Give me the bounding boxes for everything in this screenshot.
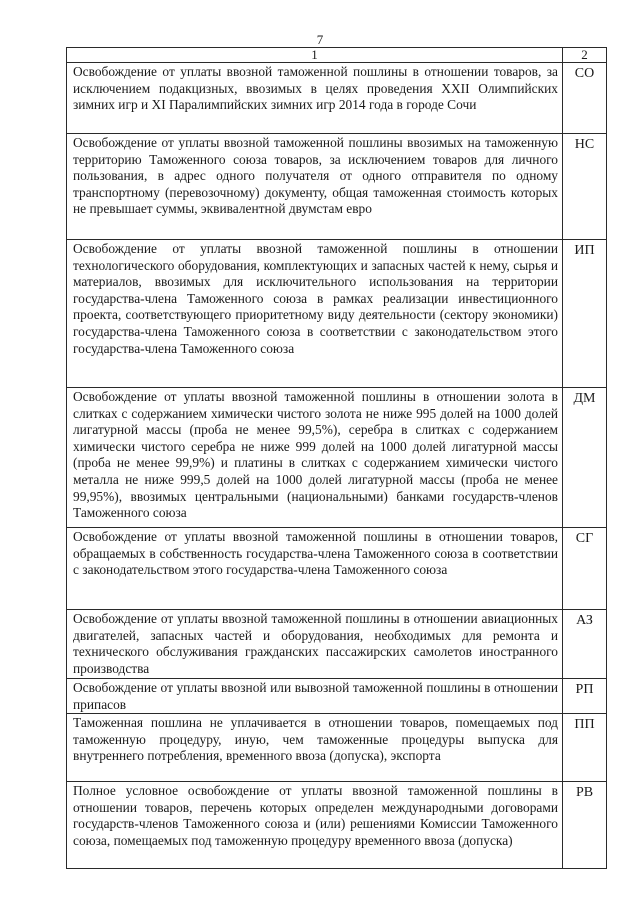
customs-benefit-codes-table (66, 47, 607, 869)
table-row (67, 63, 607, 134)
row-code: ПП (563, 714, 607, 782)
table-row (67, 240, 607, 388)
row-description: Освобождение от уплаты ввозной таможенной пошлины ввозимых на таможенную территорию Таможенного союза товаров, за исключением товаров для личного пользования, в адрес одного получателя от одного отправителя по одному транспортному (перевозочному) документу, общая таможенная стоимость которых не превышает суммы, эквивалентной двумстам евро (67, 134, 563, 240)
row-description: Освобождение от уплаты ввозной таможенной пошлины в отношении авиационных двигателей, запасных частей и оборудования, необходимых для ремонта и технического обслуживания гражданских пассажирских самолетов иностранного производства (67, 610, 563, 679)
table-row (67, 388, 607, 528)
row-description: Полное условное освобождение от уплаты ввозной таможенной пошлины в отношении товаров, перечень которых определен международными договорами государств-членов Таможенного союза и (или) решениями Комиссии Таможенного союза, помещаемых под таможенную процедуру временного ввоза (допуска) (67, 782, 563, 869)
table-row (67, 134, 607, 240)
row-description: Таможенная пошлина не уплачивается в отношении товаров, помещаемых под таможенную процедуру, иную, чем таможенные процедуры выпуска для внутреннего потребления, временного ввоза (допуска), экспорта (67, 714, 563, 782)
row-code: РП (563, 679, 607, 714)
row-description: Освобождение от уплаты ввозной таможенной пошлины в отношении золота в слитках с содержанием химически чистого золота не ниже 995 долей на 1000 долей лигатурной массы (проба не менее 99,5%), серебра в слитках с содержанием химически чистого серебра не ниже 999 долей на 1000 долей лигатурной массы (проба не менее 99,9%) и платины в слитках с содержанием химически чистого металла не ниже 999,5 долей на 1000 долей лигатурной массы (проба не менее 99,95%), ввозимых центральными (национальными) банками государств-членов Таможенного союза (67, 388, 563, 528)
row-code: СГ (563, 528, 607, 610)
row-code: НС (563, 134, 607, 240)
row-code: АЗ (563, 610, 607, 679)
row-code: СО (563, 63, 607, 134)
row-description: Освобождение от уплаты ввозной таможенной пошлины в отношении технологического оборудования, комплектующих и запасных частей к нему, сырья и материалов, ввозимых для исключительного использования на территории государства-члена Таможенного союза в рамках реализации инвестиционного проекта, соответствующего приоритетному виду деятельности (сектору экономики) государства-члена Таможенного союза в соответствии с законодательством этого государства-члена Таможенного союза (67, 240, 563, 388)
table-header-row (67, 48, 607, 63)
column-header-code: 2 (563, 48, 607, 63)
column-header-description: 1 (67, 48, 563, 63)
table-row (67, 714, 607, 782)
page-number: 7 (316, 32, 324, 47)
table-row (67, 782, 607, 869)
table-row (67, 528, 607, 610)
row-code: ДМ (563, 388, 607, 528)
row-code: РВ (563, 782, 607, 869)
row-description: Освобождение от уплаты ввозной таможенной пошлины в отношении товаров, за исключением подакцизных, ввозимых в целях проведения XXII Олимпийских зимних игр и XI Паралимпийских зимних игр 2014 года в городе Сочи (67, 63, 563, 134)
table-row (67, 679, 607, 714)
row-code: ИП (563, 240, 607, 388)
row-description: Освобождение от уплаты ввозной или вывозной таможенной пошлины в отношении припасов (67, 679, 563, 714)
row-description: Освобождение от уплаты ввозной таможенной пошлины в отношении товаров, обращаемых в собственность государства-члена Таможенного союза в соответствии с законодательством этого государства-члена Таможенного союза (67, 528, 563, 610)
table-row (67, 610, 607, 679)
